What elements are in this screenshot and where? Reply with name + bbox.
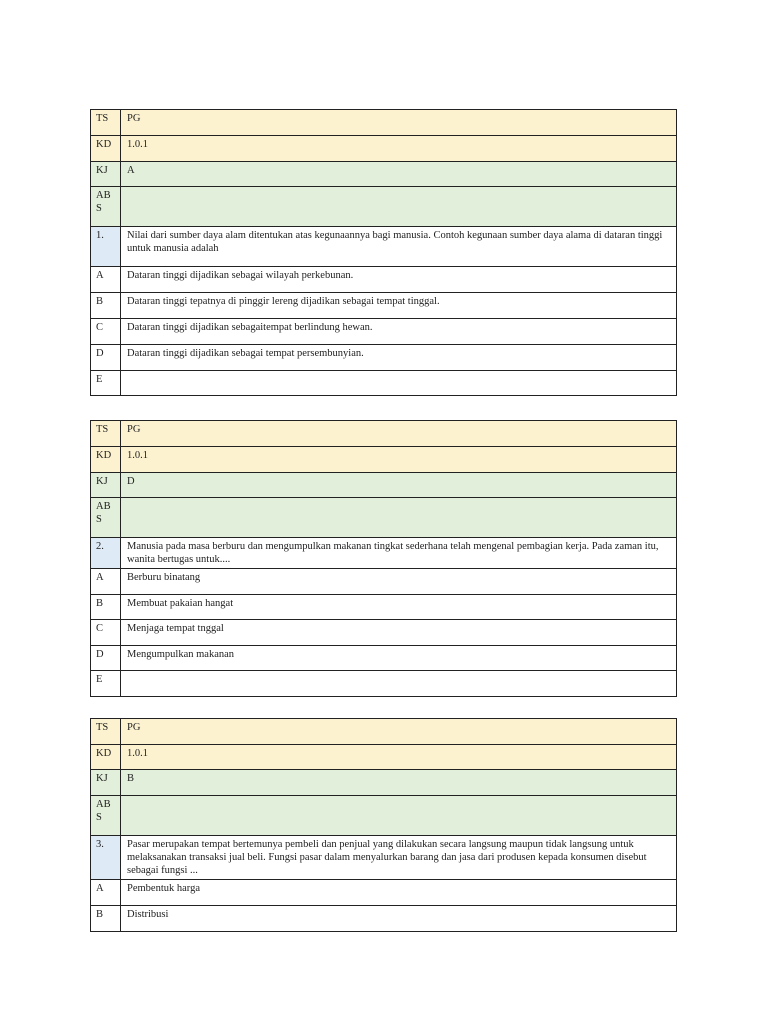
question-row bbox=[91, 538, 677, 569]
abs-row bbox=[91, 187, 677, 227]
kd-row bbox=[91, 136, 677, 162]
abs-row bbox=[91, 796, 677, 836]
option-key: A bbox=[91, 569, 121, 595]
option-text: Distribusi bbox=[121, 906, 677, 932]
ts-value: PG bbox=[121, 421, 677, 447]
option-row bbox=[91, 880, 677, 906]
abs-label: AB S bbox=[91, 498, 121, 538]
option-text bbox=[121, 671, 677, 697]
ts-label: TS bbox=[91, 110, 121, 136]
option-key: A bbox=[91, 880, 121, 906]
kd-row bbox=[91, 745, 677, 770]
option-row bbox=[91, 646, 677, 671]
option-text: Mengumpulkan makanan bbox=[121, 646, 677, 671]
kd-label: KD bbox=[91, 447, 121, 473]
option-key: C bbox=[91, 319, 121, 345]
option-row bbox=[91, 345, 677, 371]
kd-label: KD bbox=[91, 745, 121, 770]
question-table-1 bbox=[90, 109, 677, 396]
option-row bbox=[91, 371, 677, 396]
abs-row bbox=[91, 498, 677, 538]
option-row bbox=[91, 620, 677, 646]
ts-row bbox=[91, 719, 677, 745]
option-key: C bbox=[91, 620, 121, 646]
question-row bbox=[91, 836, 677, 880]
option-row bbox=[91, 906, 677, 932]
ts-row bbox=[91, 110, 677, 136]
option-text: Dataran tinggi dijadikan sebagai tempat persembunyian. bbox=[121, 345, 677, 371]
ts-value: PG bbox=[121, 110, 677, 136]
question-table-2 bbox=[90, 420, 677, 697]
kj-label: KJ bbox=[91, 473, 121, 498]
option-text bbox=[121, 371, 677, 396]
option-key: A bbox=[91, 267, 121, 293]
option-row bbox=[91, 569, 677, 595]
option-text: Dataran tinggi dijadikan sebagai wilayah perkebunan. bbox=[121, 267, 677, 293]
kd-row bbox=[91, 447, 677, 473]
abs-value bbox=[121, 498, 677, 538]
kj-value: B bbox=[121, 770, 677, 796]
kj-row bbox=[91, 473, 677, 498]
option-row bbox=[91, 293, 677, 319]
option-row bbox=[91, 267, 677, 293]
abs-value bbox=[121, 796, 677, 836]
question-number: 1. bbox=[91, 227, 121, 267]
option-key: E bbox=[91, 371, 121, 396]
kj-label: KJ bbox=[91, 162, 121, 187]
abs-value bbox=[121, 187, 677, 227]
question-table-3 bbox=[90, 718, 677, 932]
option-key: D bbox=[91, 646, 121, 671]
question-text: Pasar merupakan tempat bertemunya pembeli dan penjual yang dilakukan secara langsung maupun tidak langsung untuk melaksanakan transaksi jual beli. Fungsi pasar dalam menyalurkan barang dan jasa dari produsen kepada konsumen disebut sebagai fungsi ... bbox=[121, 836, 677, 880]
ts-label: TS bbox=[91, 421, 121, 447]
kj-value: D bbox=[121, 473, 677, 498]
option-row bbox=[91, 595, 677, 620]
kd-label: KD bbox=[91, 136, 121, 162]
kd-value: 1.0.1 bbox=[121, 447, 677, 473]
option-text: Dataran tinggi tepatnya di pinggir lereng dijadikan sebagai tempat tinggal. bbox=[121, 293, 677, 319]
option-row bbox=[91, 671, 677, 697]
option-text: Pembentuk harga bbox=[121, 880, 677, 906]
question-text: Nilai dari sumber daya alam ditentukan atas kegunaannya bagi manusia. Contoh kegunaan sumber daya alama di dataran tinggi untuk manusia adalah bbox=[121, 227, 677, 267]
option-text: Dataran tinggi dijadikan sebagaitempat berlindung hewan. bbox=[121, 319, 677, 345]
option-text: Membuat pakaian hangat bbox=[121, 595, 677, 620]
question-number: 3. bbox=[91, 836, 121, 880]
option-text: Menjaga tempat tnggal bbox=[121, 620, 677, 646]
kj-value: A bbox=[121, 162, 677, 187]
option-key: B bbox=[91, 595, 121, 620]
abs-label: AB S bbox=[91, 796, 121, 836]
option-row bbox=[91, 319, 677, 345]
option-key: B bbox=[91, 293, 121, 319]
kd-value: 1.0.1 bbox=[121, 745, 677, 770]
abs-label: AB S bbox=[91, 187, 121, 227]
kj-row bbox=[91, 162, 677, 187]
kj-row bbox=[91, 770, 677, 796]
question-text: Manusia pada masa berburu dan mengumpulkan makanan tingkat sederhana telah mengenal pembagian kerja. Pada zaman itu, wanita bertugas untuk.... bbox=[121, 538, 677, 569]
ts-label: TS bbox=[91, 719, 121, 745]
option-text: Berburu binatang bbox=[121, 569, 677, 595]
question-number: 2. bbox=[91, 538, 121, 569]
option-key: E bbox=[91, 671, 121, 697]
option-key: D bbox=[91, 345, 121, 371]
ts-value: PG bbox=[121, 719, 677, 745]
option-key: B bbox=[91, 906, 121, 932]
kd-value: 1.0.1 bbox=[121, 136, 677, 162]
question-row bbox=[91, 227, 677, 267]
ts-row bbox=[91, 421, 677, 447]
kj-label: KJ bbox=[91, 770, 121, 796]
